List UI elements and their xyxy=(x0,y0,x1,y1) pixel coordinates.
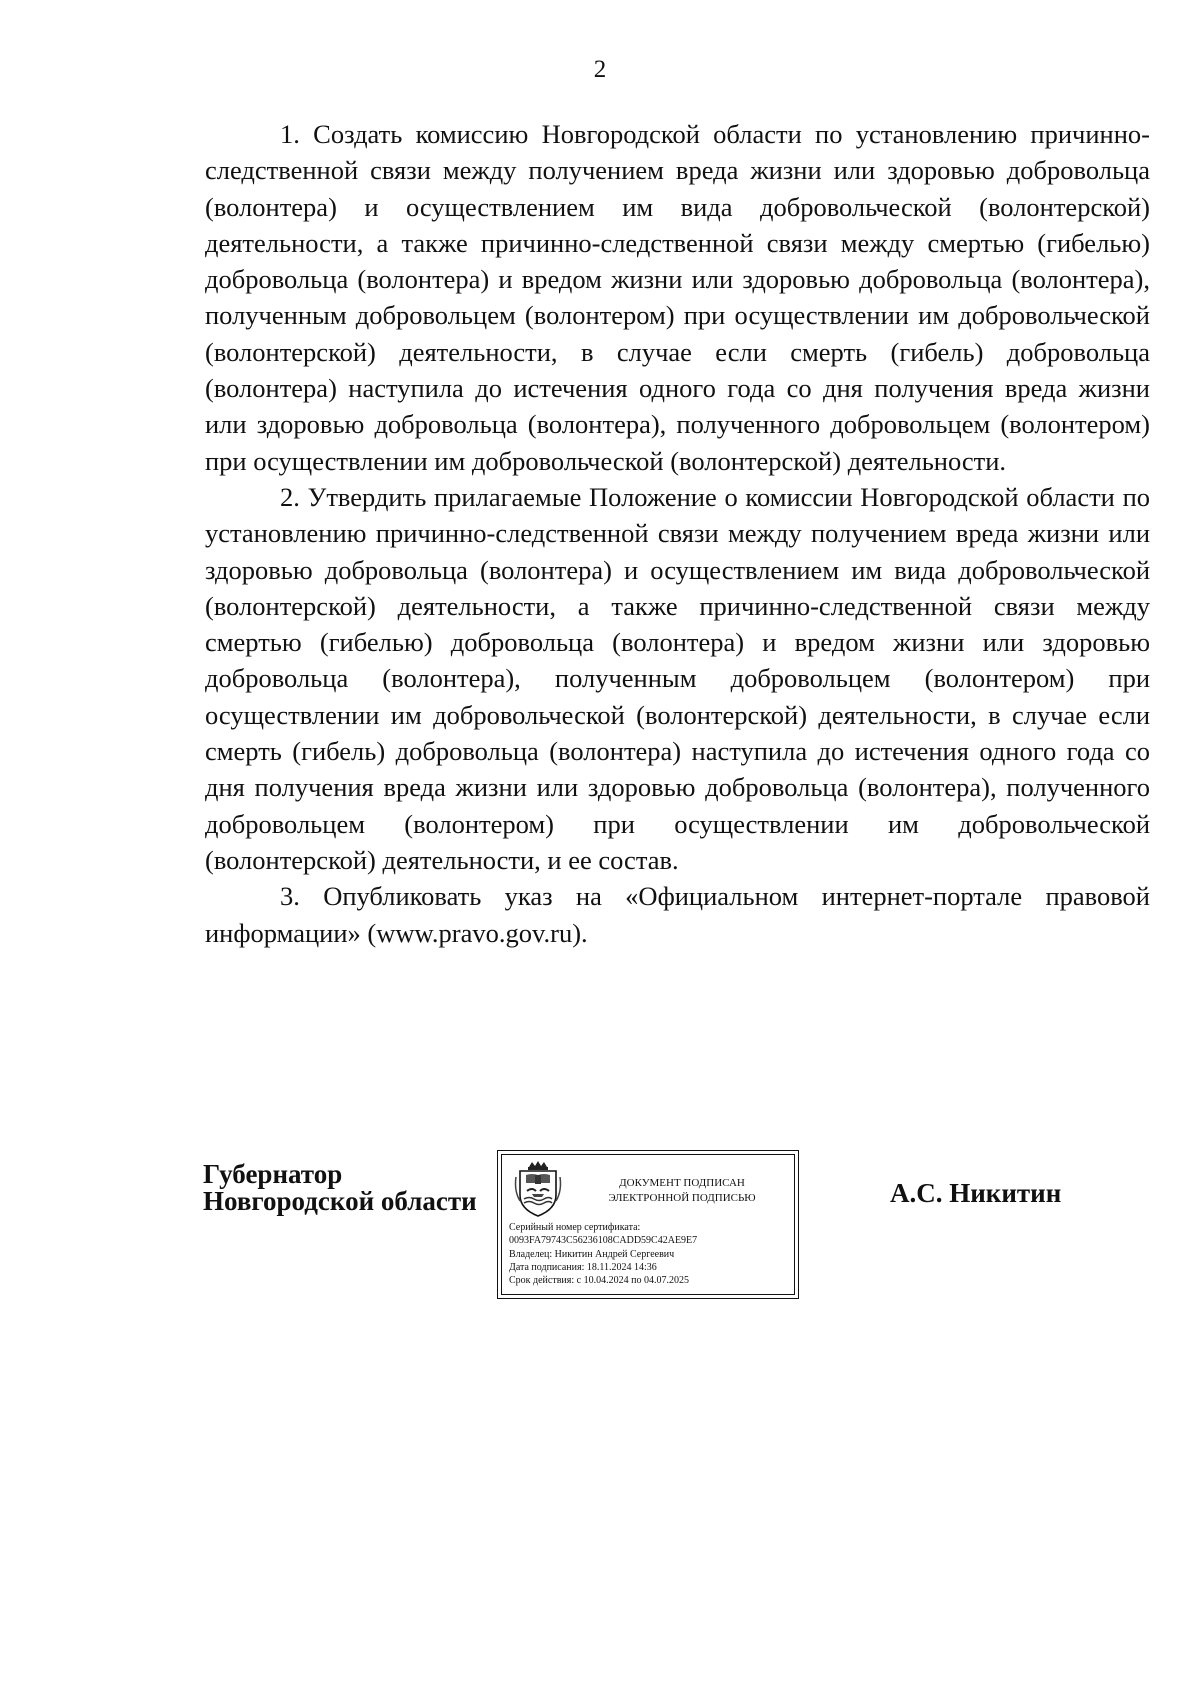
certificate-serial-label: Серийный номер сертификата: xyxy=(509,1222,641,1233)
page-number: 2 xyxy=(593,56,607,83)
paragraph-1: 1. Создать комиссию Новгородской области по установлению причинно-следственной связи между получением вреда жизни или здоровью добровольца (волонтера) и осуществлением им вида добровольческой (волонтерской) деятельности, а также причинно-следственной связи между смертью (гибелью) добровольца (волонтера) и вредом жизни или здоровью добровольца (волонтера), полученным добровольцем (волонтером) при осуществлении им добровольческой (волонтерской) деятельности, в случае если смерть (гибель) добровольца (волонтера) наступила до истечения одного года со дня получения вреда жизни или здоровью добровольца (волонтера), полученного добровольцем (волонтером) при осуществлении им добровольческой (волонтерской) деятельности. xyxy=(205,119,1150,476)
document-body xyxy=(205,116,1150,951)
paragraph-2: 2. Утвердить прилагаемые Положение о комиссии Новгородской области по установлению причинно-следственной связи между получением вреда жизни или здоровью добровольца (волонтера) и осуществлением им вида добровольческой (волонтерской) деятельности, а также причинно-следственной связи между смертью (гибелью) добровольца (волонтера) и вредом жизни или здоровью добровольца (волонтера), полученным добровольцем (волонтером) при осуществлении им добровольческой (волонтерской) деятельности, в случае если смерть (гибель) добровольца (волонтера) наступила до истечения одного года со дня получения вреда жизни или здоровью добровольца (волонтера), полученного добровольцем (волонтером) при осуществлении им добровольческой (волонтерской) деятельности, и ее состав. xyxy=(205,481,1150,875)
stamp-header-line-1: ДОКУМЕНТ ПОДПИСАН xyxy=(619,1177,745,1189)
paragraph-3: 3. Опубликовать указ на «Официальном интернет-портале правовой информации» (www.pravo.gov.ru). xyxy=(205,881,1150,948)
certificate-serial-value: 0093FA79743C56236108CADD59C42AE9E7 xyxy=(509,1235,698,1247)
certificate-owner: Владелец: Никитин Андрей Сергеевич xyxy=(509,1248,675,1260)
signer-title xyxy=(203,1161,477,1215)
stamp-frame xyxy=(501,1154,795,1295)
stamp-header xyxy=(582,1176,782,1206)
signing-date: Дата подписания: 18.11.2024 14:36 xyxy=(509,1261,657,1273)
stamp-header-line-2: ЭЛЕКТРОННОЙ ПОДПИСЬЮ xyxy=(608,1192,756,1204)
signature-block xyxy=(0,1150,1200,1330)
electronic-signature-stamp xyxy=(497,1150,799,1299)
certificate-validity: Срок действия: с 10.04.2024 по 04.07.2025 xyxy=(509,1275,689,1287)
signer-title-line-1: Губернатор xyxy=(203,1159,343,1189)
signer-title-line-2: Новгородской области xyxy=(203,1186,477,1216)
novgorod-coat-of-arms-icon xyxy=(512,1161,564,1219)
stamp-details xyxy=(509,1221,697,1287)
signer-name: А.С. Никитин xyxy=(890,1178,1062,1208)
